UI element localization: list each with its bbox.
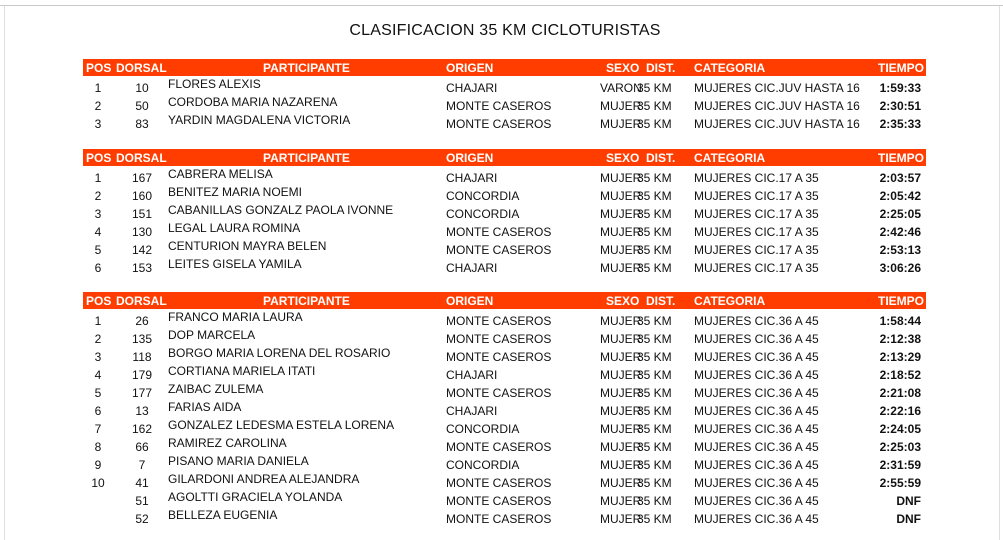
cell-sexo: MUJER <box>600 261 642 275</box>
cell-participante: BENITEZ MARIA NOEMI <box>168 185 303 199</box>
cell-origen: MONTE CASEROS <box>446 314 552 328</box>
col-header-tiempo: TIEMPO <box>878 151 925 165</box>
cell-dorsal: 26 <box>135 314 149 328</box>
cell-participante: CABANILLAS GONZALZ PAOLA IVONNE <box>168 203 394 217</box>
cell-dorsal: 51 <box>135 494 149 508</box>
col-header-sexo: SEXO <box>606 294 640 308</box>
cell-sexo: MUJER <box>600 332 642 346</box>
cell-sexo: MUJER <box>600 422 642 436</box>
cell-dist: 35 KM <box>637 350 672 364</box>
table-row <box>83 418 926 436</box>
col-header-categoria: CATEGORIA <box>694 151 766 165</box>
table-row <box>83 382 926 400</box>
cell-participante: YARDIN MAGDALENA VICTORIA <box>168 113 351 127</box>
cell-tiempo: 1:59:33 <box>879 81 921 95</box>
cell-dist: 35 KM <box>637 476 672 490</box>
cell-tiempo: 2:22:16 <box>879 404 921 418</box>
col-header-pos: POS <box>86 294 112 308</box>
cell-dorsal: 160 <box>131 189 153 203</box>
cell-dorsal: 50 <box>135 99 149 113</box>
cell-tiempo: 2:13:29 <box>879 350 921 364</box>
col-header-origen: ORIGEN <box>446 61 494 75</box>
cell-pos: 3 <box>94 207 102 221</box>
cell-categoria: MUJERES CIC.36 A 45 <box>694 422 819 436</box>
col-header-categoria: CATEGORIA <box>694 294 766 308</box>
cell-participante: CENTURION MAYRA BELEN <box>168 239 327 253</box>
cell-origen: MONTE CASEROS <box>446 225 552 239</box>
cell-dorsal: 130 <box>131 225 153 239</box>
cell-origen: CHAJARI <box>446 261 498 275</box>
cell-sexo: MUJER <box>600 476 642 490</box>
table-header <box>83 292 926 309</box>
cell-participante: LEITES GISELA YAMILA <box>168 257 302 271</box>
cell-pos: 7 <box>94 422 102 436</box>
cell-tiempo: 2:53:13 <box>879 243 921 257</box>
cell-origen: CHAJARI <box>446 404 498 418</box>
cell-participante: CORTIANA MARIELA ITATI <box>168 364 316 378</box>
table-row <box>83 328 926 346</box>
table-row <box>83 346 926 364</box>
table-row <box>83 310 926 328</box>
table-row <box>83 472 926 490</box>
cell-dorsal: 167 <box>131 171 153 185</box>
cell-origen: CHAJARI <box>446 81 498 95</box>
cell-categoria: MUJERES CIC.36 A 45 <box>694 386 819 400</box>
cell-origen: CONCORDIA <box>446 189 520 203</box>
cell-dorsal: 142 <box>131 243 153 257</box>
cell-participante: CORDOBA MARIA NAZARENA <box>168 95 338 109</box>
table-row <box>83 113 926 131</box>
cell-tiempo: 2:25:03 <box>879 440 921 454</box>
cell-categoria: MUJERES CIC.36 A 45 <box>694 494 819 508</box>
col-header-pos: POS <box>86 61 112 75</box>
cell-tiempo: 2:42:46 <box>879 225 921 239</box>
col-header-dorsal: DORSAL <box>116 151 167 165</box>
col-header-sexo: SEXO <box>606 61 640 75</box>
cell-categoria: MUJERES CIC.36 A 45 <box>694 332 819 346</box>
cell-tiempo: 2:35:33 <box>879 117 921 131</box>
cell-dist: 35 KM <box>637 207 672 221</box>
table-row <box>83 239 926 257</box>
cell-pos: 1 <box>94 314 102 328</box>
cell-pos: 10 <box>91 476 105 490</box>
cell-dist: 35 KM <box>637 117 672 131</box>
cell-dorsal: 151 <box>131 207 153 221</box>
cell-tiempo: 2:21:08 <box>879 386 921 400</box>
cell-pos: 5 <box>94 386 102 400</box>
cell-origen: MONTE CASEROS <box>446 476 552 490</box>
cell-tiempo: 2:18:52 <box>879 368 921 382</box>
table-header <box>83 149 926 166</box>
cell-origen: MONTE CASEROS <box>446 494 552 508</box>
cell-dorsal: 118 <box>132 350 152 364</box>
cell-dorsal: 41 <box>135 476 149 490</box>
cell-tiempo: DNF <box>896 494 921 508</box>
col-header-tiempo: TIEMPO <box>878 294 925 308</box>
cell-participante: LEGAL LAURA ROMINA <box>168 221 301 235</box>
cell-pos: 5 <box>94 243 102 257</box>
cell-categoria: MUJERES CIC.36 A 45 <box>694 440 819 454</box>
cell-tiempo: DNF <box>896 512 921 526</box>
cell-dist: 35 KM <box>637 171 672 185</box>
cell-tiempo: 2:12:38 <box>879 332 921 346</box>
cell-dorsal: 177 <box>131 386 153 400</box>
table-row <box>83 221 926 239</box>
cell-dist: 35 KM <box>637 368 672 382</box>
col-header-tiempo: TIEMPO <box>878 61 925 75</box>
col-header-pos: POS <box>86 151 112 165</box>
cell-participante: GILARDONI ANDREA ALEJANDRA <box>168 472 360 486</box>
cell-origen: MONTE CASEROS <box>446 350 552 364</box>
cell-categoria: MUJERES CIC.17 A 35 <box>694 225 819 239</box>
cell-pos: 9 <box>94 458 102 472</box>
cell-pos: 4 <box>94 225 102 239</box>
cell-categoria: MUJERES CIC.36 A 45 <box>694 350 819 364</box>
table-row <box>83 203 926 221</box>
col-header-participante: PARTICIPANTE <box>263 151 350 165</box>
cell-dist: 35 KM <box>637 261 672 275</box>
cell-dorsal: 52 <box>135 512 149 526</box>
cell-categoria: MUJERES CIC.17 A 35 <box>694 243 819 257</box>
cell-sexo: MUJER <box>600 225 642 239</box>
col-header-dist: DIST. <box>646 294 676 308</box>
cell-participante: BELLEZA EUGENIA <box>168 508 278 522</box>
cell-participante: CABRERA MELISA <box>168 167 273 181</box>
col-header-participante: PARTICIPANTE <box>263 61 350 75</box>
cell-categoria: MUJERES CIC.36 A 45 <box>694 512 819 526</box>
table-row <box>83 257 926 275</box>
cell-dist: 35 KM <box>637 404 672 418</box>
cell-categoria: MUJERES CIC.36 A 45 <box>694 476 819 490</box>
cell-origen: CHAJARI <box>446 171 498 185</box>
cell-sexo: MUJER <box>600 440 642 454</box>
cell-sexo: MUJER <box>600 386 642 400</box>
cell-pos: 1 <box>94 171 102 185</box>
table-row <box>83 436 926 454</box>
cell-dorsal: 66 <box>135 440 149 454</box>
cell-sexo: MUJER <box>600 189 642 203</box>
cell-categoria: MUJERES CIC.JUV HASTA 16 <box>694 81 860 95</box>
cell-sexo: MUJER <box>600 404 642 418</box>
col-header-dist: DIST. <box>646 151 676 165</box>
cell-sexo: MUJER <box>600 207 642 221</box>
col-header-dist: DIST. <box>646 61 676 75</box>
cell-pos: 2 <box>94 332 102 346</box>
cell-dist: 35 KM <box>637 386 672 400</box>
cell-dorsal: 179 <box>131 368 153 382</box>
right-border <box>999 6 1000 540</box>
cell-tiempo: 2:03:57 <box>879 171 921 185</box>
cell-participante: BORGO MARIA LORENA DEL ROSARIO <box>168 346 391 360</box>
cell-categoria: MUJERES CIC.36 A 45 <box>694 368 819 382</box>
cell-tiempo: 2:24:05 <box>879 422 921 436</box>
cell-dorsal: 7 <box>138 458 146 472</box>
cell-dist: 35 KM <box>637 494 672 508</box>
cell-origen: CONCORDIA <box>446 458 520 472</box>
cell-pos: 4 <box>94 368 102 382</box>
table-row <box>83 167 926 185</box>
cell-participante: DOP MARCELA <box>168 328 256 342</box>
cell-sexo: MUJER <box>600 494 642 508</box>
cell-origen: MONTE CASEROS <box>446 243 552 257</box>
cell-sexo: MUJER <box>600 117 642 131</box>
cell-categoria: MUJERES CIC.17 A 35 <box>694 261 819 275</box>
cell-categoria: MUJERES CIC.36 A 45 <box>694 314 819 328</box>
cell-tiempo: 2:05:42 <box>879 189 921 203</box>
table-row <box>83 508 926 526</box>
cell-participante: FLORES ALEXIS <box>168 77 261 91</box>
table-row <box>83 364 926 382</box>
cell-pos: 8 <box>94 440 102 454</box>
cell-participante: FARIAS AIDA <box>168 400 242 414</box>
cell-dorsal: 10 <box>135 81 149 95</box>
cell-participante: GONZALEZ LEDESMA ESTELA LORENA <box>168 418 395 432</box>
cell-dist: 35 KM <box>637 81 672 95</box>
cell-dist: 35 KM <box>637 189 672 203</box>
cell-sexo: MUJER <box>600 458 642 472</box>
cell-participante: ZAIBAC ZULEMA <box>168 382 264 396</box>
cell-dorsal: 135 <box>131 332 153 346</box>
cell-participante: RAMIREZ CAROLINA <box>168 436 287 450</box>
cell-origen: MONTE CASEROS <box>446 332 552 346</box>
cell-categoria: MUJERES CIC.17 A 35 <box>694 171 819 185</box>
cell-dist: 35 KM <box>637 440 672 454</box>
cell-tiempo: 2:31:59 <box>879 458 921 472</box>
cell-tiempo: 2:30:51 <box>879 99 921 113</box>
cell-categoria: MUJERES CIC.17 A 35 <box>694 207 819 221</box>
cell-origen: CONCORDIA <box>446 422 520 436</box>
table-header <box>83 59 926 76</box>
table-row <box>83 490 926 508</box>
cell-sexo: MUJER <box>600 512 642 526</box>
cell-pos: 3 <box>94 117 102 131</box>
cell-categoria: MUJERES CIC.36 A 45 <box>694 458 819 472</box>
cell-dist: 35 KM <box>637 314 672 328</box>
cell-dorsal: 83 <box>135 117 149 131</box>
col-header-dorsal: DORSAL <box>116 61 167 75</box>
cell-tiempo: 2:25:05 <box>879 207 921 221</box>
col-header-origen: ORIGEN <box>446 151 494 165</box>
cell-sexo: MUJER <box>600 99 642 113</box>
cell-sexo: MUJER <box>600 368 642 382</box>
cell-pos: 6 <box>94 404 102 418</box>
cell-tiempo: 3:06:26 <box>879 261 921 275</box>
cell-participante: AGOLTTI GRACIELA YOLANDA <box>168 490 343 504</box>
cell-pos: 2 <box>94 99 102 113</box>
cell-pos: 3 <box>94 350 102 364</box>
col-header-participante: PARTICIPANTE <box>263 294 350 308</box>
cell-participante: FRANCO MARIA LAURA <box>168 310 303 324</box>
cell-categoria: MUJERES CIC.36 A 45 <box>694 404 819 418</box>
cell-dorsal: 13 <box>135 404 149 418</box>
cell-sexo: MUJER <box>600 350 642 364</box>
cell-dist: 35 KM <box>637 332 672 346</box>
top-divider <box>0 5 1003 6</box>
table-row <box>83 400 926 418</box>
cell-sexo: VARON <box>600 81 642 95</box>
cell-dist: 35 KM <box>637 422 672 436</box>
cell-dist: 35 KM <box>637 243 672 257</box>
cell-categoria: MUJERES CIC.JUV HASTA 16 <box>694 99 860 113</box>
cell-dist: 35 KM <box>637 99 672 113</box>
cell-dorsal: 153 <box>131 261 153 275</box>
table-row <box>83 95 926 113</box>
cell-pos: 2 <box>94 189 102 203</box>
cell-categoria: MUJERES CIC.17 A 35 <box>694 189 819 203</box>
col-header-categoria: CATEGORIA <box>694 61 766 75</box>
cell-categoria: MUJERES CIC.JUV HASTA 16 <box>694 117 860 131</box>
col-header-origen: ORIGEN <box>446 294 494 308</box>
cell-origen: MONTE CASEROS <box>446 512 552 526</box>
cell-origen: MONTE CASEROS <box>446 99 552 113</box>
cell-sexo: MUJER <box>600 243 642 257</box>
col-header-sexo: SEXO <box>606 151 640 165</box>
page-title: CLASIFICACION 35 KM CICLOTURISTAS <box>349 22 661 39</box>
cell-participante: PISANO MARIA DANIELA <box>168 454 309 468</box>
cell-dorsal: 162 <box>131 422 153 436</box>
cell-pos: 6 <box>94 261 102 275</box>
table-row <box>83 77 926 95</box>
cell-origen: MONTE CASEROS <box>446 440 552 454</box>
left-border <box>4 6 5 540</box>
cell-sexo: MUJER <box>600 314 642 328</box>
table-row <box>83 185 926 203</box>
cell-origen: CONCORDIA <box>446 207 520 221</box>
cell-dist: 35 KM <box>637 512 672 526</box>
cell-origen: CHAJARI <box>446 368 498 382</box>
cell-origen: MONTE CASEROS <box>446 386 552 400</box>
col-header-dorsal: DORSAL <box>116 294 167 308</box>
table-row <box>83 454 926 472</box>
cell-tiempo: 1:58:44 <box>879 314 921 328</box>
cell-dist: 35 KM <box>637 225 672 239</box>
cell-dist: 35 KM <box>637 458 672 472</box>
cell-pos: 1 <box>94 81 102 95</box>
cell-tiempo: 2:55:59 <box>879 476 921 490</box>
cell-origen: MONTE CASEROS <box>446 117 552 131</box>
cell-sexo: MUJER <box>600 171 642 185</box>
